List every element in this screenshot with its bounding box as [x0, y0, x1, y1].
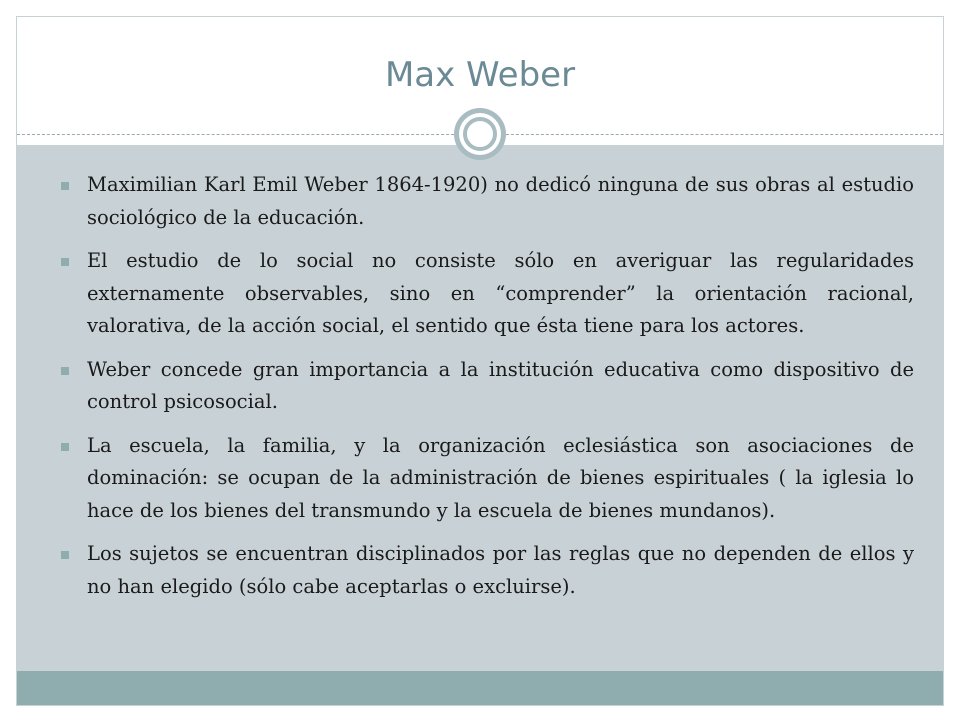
- square-bullet-icon: [61, 551, 69, 559]
- circle-ornament-inner-ring: [463, 117, 497, 151]
- square-bullet-icon: [61, 443, 69, 451]
- square-bullet-icon: [61, 367, 69, 375]
- list-item: [51, 538, 914, 603]
- list-item: [51, 354, 914, 419]
- slide: [16, 16, 944, 706]
- square-bullet-icon: [61, 258, 69, 266]
- bullet-text: Maximilian Karl Emil Weber 1864-1920) no dedicó ninguna de sus obras al estudio sociológico de la educación.: [87, 173, 914, 229]
- list-item: [51, 169, 914, 234]
- square-bullet-icon: [61, 182, 69, 190]
- list-item: [51, 430, 914, 528]
- bullet-text: El estudio de lo social no consiste sólo en averiguar las regularidades externamente observables, sino en “comprender” la orientación racional, valorativa, de la acción social, el sentido que ésta tiene para los actores.: [87, 249, 914, 337]
- slide-title: Max Weber: [384, 55, 576, 95]
- bullet-list: [51, 169, 914, 614]
- list-item: [51, 245, 914, 343]
- bullet-text: La escuela, la familia, y la organización eclesiástica son asociaciones de dominación: se ocupan de la administración de bienes espirituales ( la iglesia lo hace de los bienes del transmundo y la escuela de bienes mundanos).: [87, 433, 914, 522]
- bullet-text: Weber concede gran importancia a la institución educativa como dispositivo de control psicosocial.: [87, 357, 914, 413]
- bullet-text: Los sujetos se encuentran disciplinados por las reglas que no dependen de ellos y no han elegido (sólo cabe aceptarlas o excluirse).: [87, 542, 914, 598]
- footer-band: [17, 671, 943, 705]
